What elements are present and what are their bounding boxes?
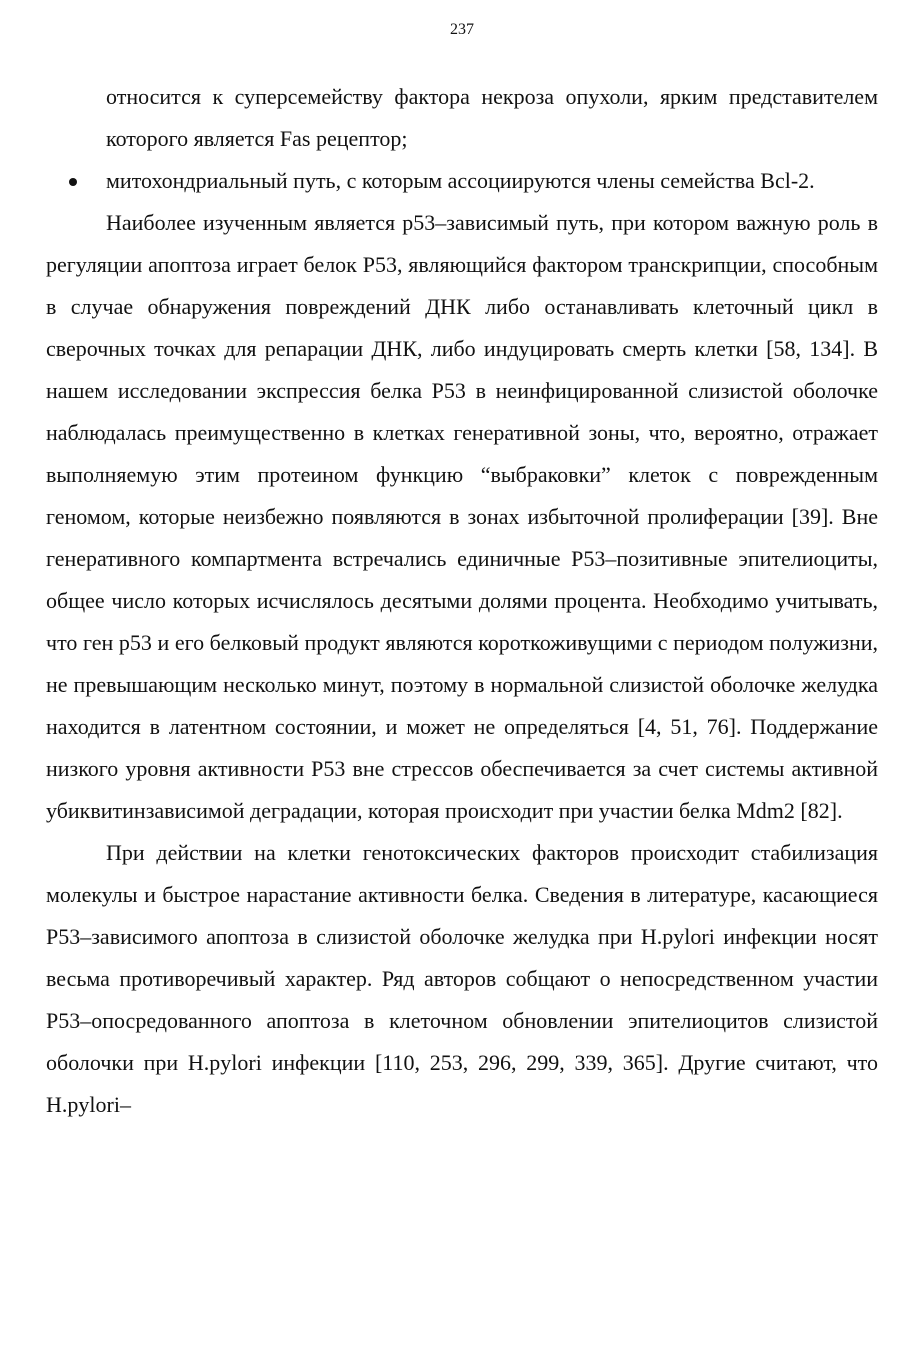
continuation-paragraph: относится к суперсемейству фактора некроза опухоли, ярким представителем которого является Fas рецептор;: [106, 84, 878, 151]
paragraph-genotoxic-factors: При действии на клетки генотоксических факторов происходит стабилизация молекулы и быстрое нарастание активности белка. Сведения в литературе, касающиеся P53–зависимого апоптоза в слизистой оболочке желудка при H.pylori инфекции носят весьма противоречивый характер. Ряд авторов собщают о непосредственном участии P53–опосредованного апоптоза в клеточном обновлении эпителиоцитов слизистой оболочки при H.pylori инфекции [110, 253, 296, 299, 339, 365]. Другие считают, что H.pylori–: [46, 840, 878, 1117]
page-body: [46, 76, 878, 1126]
bullet-icon: [69, 178, 77, 186]
paragraph-p53-pathway: Наиболее изученным является p53–зависимый путь, при котором важную роль в регуляции апоптоза играет белок P53, являющийся фактором транскрипции, способным в случае обнаружения повреждений ДНК либо останавливать клеточный цикл в сверочных точках для репарации ДНК, либо индуцировать смерть клетки [58, 134]. В нашем исследовании экспрессия белка P53 в неинфицированной слизистой оболочке наблюдалась преимущественно в клетках генеративной зоны, что, вероятно, отражает выполняемую этим протеином функцию “выбраковки” клеток с поврежденным геномом, которые неизбежно появляются в зонах избыточной пролиферации [39]. Вне генеративного компартмента встречались единичные P53–позитивные эпителиоциты, общее число которых исчислялось десятыми долями процента. Необходимо учитывать, что ген p53 и его белковый продукт являются короткоживущими с периодом полужизни, не превышающим несколько минут, поэтому в нормальной слизистой оболочке желудка находится в латентном состоянии, и может не определяться [4, 51, 76]. Поддержание низкого уровня активности P53 вне стрессов обеспечивается за счет системы активной убиквитинзависимой деградации, которая происходит при участии белка Mdm2 [82].: [46, 210, 878, 823]
page-number: 237: [450, 21, 474, 38]
bullet-text: митохондриальный путь, с которым ассоциируются члены семейства Bcl-2.: [106, 168, 815, 193]
bullet-list-item: [46, 160, 878, 202]
